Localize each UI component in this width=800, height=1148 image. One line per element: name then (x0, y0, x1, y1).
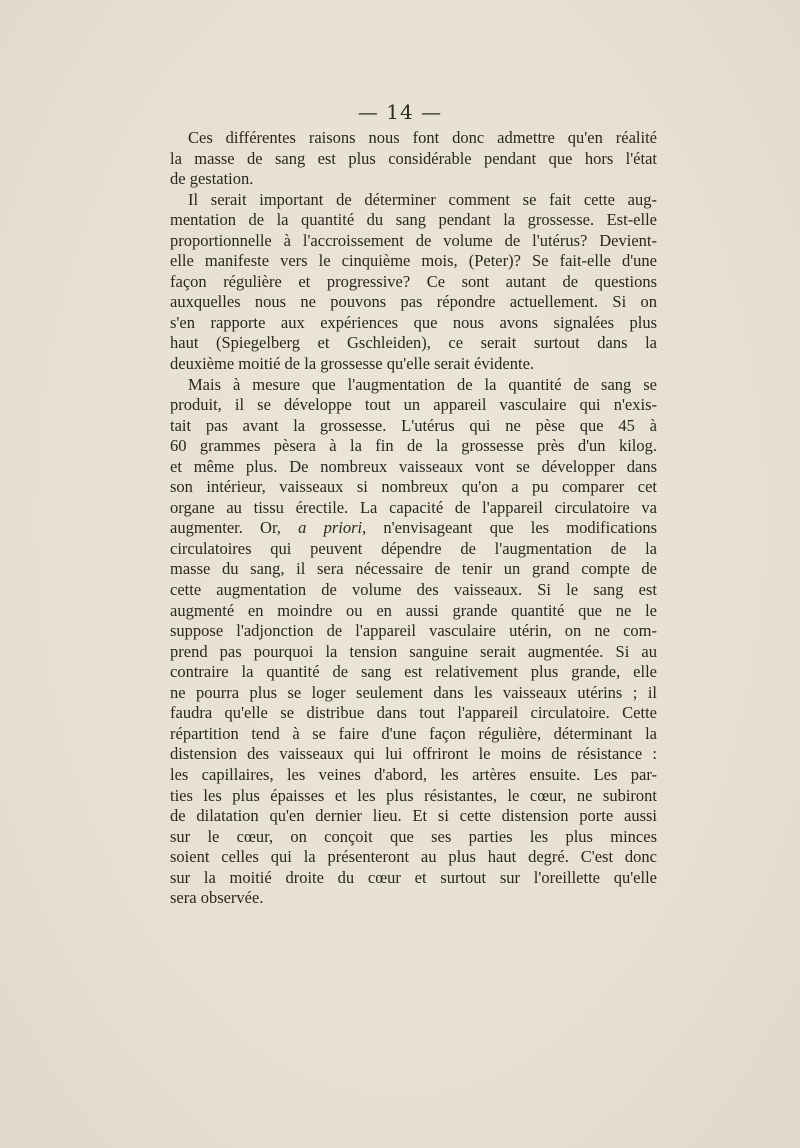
text-line: augmenter. Or, a priori, n'envisageant que les modifications (170, 518, 657, 538)
text-line: son intérieur, vaisseaux si nombreux qu'on a pu comparer cet (170, 477, 657, 497)
text-line: la masse de sang est plus considérable pendant que hors l'état (170, 148, 657, 168)
text-line: deuxième moitié de la grossesse qu'elle serait évidente. (170, 354, 535, 374)
text-line: haut (Spiegelberg et Gschleiden), ce serait surtout dans la (170, 333, 657, 353)
text-line: s'en rapporte aux expériences que nous avons signalées plus (170, 312, 657, 332)
text-line: Mais à mesure que l'augmentation de la quantité de sang se (188, 374, 657, 394)
text-line: sur le cœur, on conçoit que ses parties les plus minces (170, 826, 657, 846)
text-line: ties les plus épaisses et les plus résistantes, le cœur, ne subiront (170, 785, 657, 805)
text-line: elle manifeste vers le cinquième mois, (Peter)? Se fait-elle d'une (170, 251, 657, 271)
text-line: tait pas avant la grossesse. L'utérus qui ne pèse que 45 à (170, 415, 657, 435)
page-number: — 14 — (357, 100, 443, 124)
text-line: augmenté en moindre ou en aussi grande quantité que ne le (170, 600, 657, 620)
text-line: circulatoires qui peuvent dépendre de l'augmentation de la (170, 538, 657, 558)
text-line: contraire la quantité de sang est relativement plus grande, elle (170, 662, 657, 682)
text-line: proportionnelle à l'accroissement de volume de l'utérus? Devient- (170, 230, 657, 250)
text-line: sera observée. (170, 888, 264, 908)
text-line: suppose l'adjonction de l'appareil vasculaire utérin, on ne com- (170, 621, 657, 641)
text-line: mentation de la quantité du sang pendant la grossesse. Est-elle (170, 210, 657, 230)
text-line: façon régulière et progressive? Ce sont autant de questions (170, 271, 657, 291)
text-line: sur la moitié droite du cœur et surtout sur l'oreillette qu'elle (170, 867, 657, 887)
text-line: de gestation. (170, 169, 254, 189)
text-line: Ces différentes raisons nous font donc admettre qu'en réalité (188, 128, 657, 147)
text-line: de dilatation qu'en dernier lieu. Et si cette distension porte aussi (170, 806, 657, 826)
text-line: Il serait important de déterminer comment se fait cette aug- (188, 189, 657, 209)
text-line: et même plus. De nombreux vaisseaux vont se développer dans (170, 456, 657, 476)
text-line: cette augmentation de volume des vaisseaux. Si le sang est (170, 580, 657, 600)
text-line: les capillaires, les veines d'abord, les artères ensuite. Les par- (170, 764, 657, 784)
text-line: soient celles qui la présenteront au plus haut degré. C'est donc (170, 847, 657, 867)
text-line: distension des vaisseaux qui lui offriront le moins de résistance : (170, 744, 657, 764)
text-line: 60 grammes pèsera à la fin de la grossesse près d'un kilog. (170, 436, 657, 456)
text-line: produit, il se développe tout un appareil vasculaire qui n'exis- (170, 395, 657, 415)
text-line: masse du sang, il sera nécessaire de tenir un grand compte de (170, 559, 657, 579)
italic-phrase: a priori (298, 518, 363, 538)
text-line: faudra qu'elle se distribue dans tout l'appareil circulatoire. Cette (170, 703, 657, 723)
text-line: ne pourra plus se loger seulement dans les vaisseaux utérins ; il (170, 682, 657, 702)
paragraph-3 (170, 375, 657, 909)
text-line: prend pas pourquoi la tension sanguine serait augmentée. Si au (170, 641, 657, 661)
text-line: auxquelles nous ne pouvons pas répondre actuellement. Si on (170, 292, 657, 312)
text-line: répartition tend à se faire d'une façon régulière, déterminant la (170, 723, 657, 743)
paragraph-1 (170, 128, 657, 190)
body-text (170, 128, 657, 909)
text-line: organe au tissu érectile. La capacité de l'appareil circulatoire va (170, 497, 657, 517)
paragraph-2 (170, 190, 657, 375)
